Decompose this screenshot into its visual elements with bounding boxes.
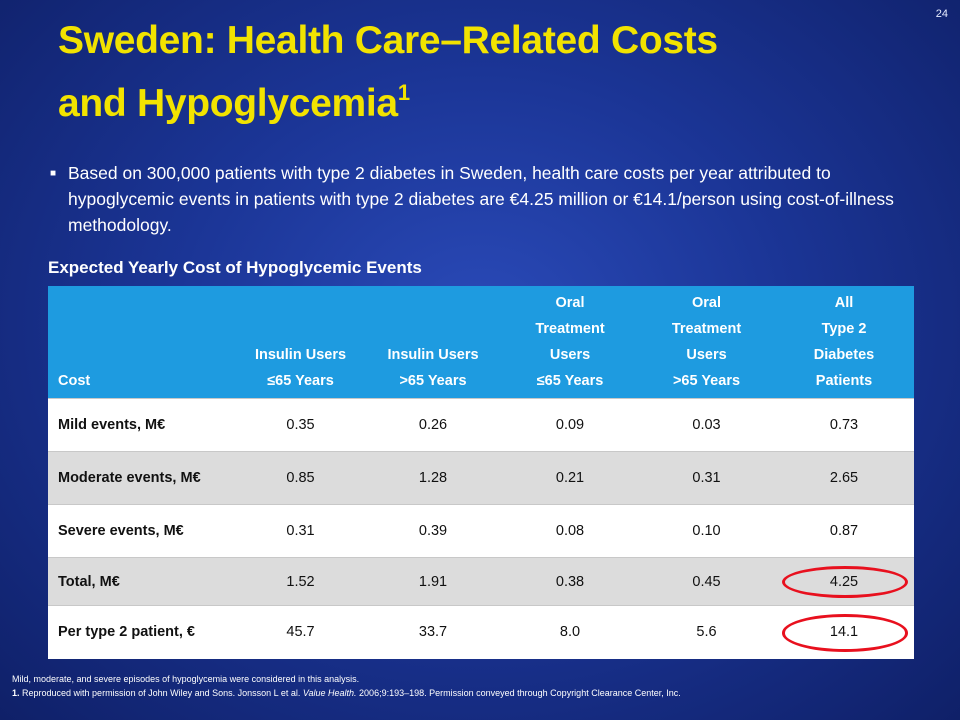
table-cell: 2.65 [774, 452, 914, 505]
table-cell: 45.7 [236, 606, 365, 659]
table-cell: 33.7 [365, 606, 501, 659]
table-cell: 0.26 [365, 399, 501, 452]
table-row-mild [48, 399, 914, 452]
table-cell: 0.45 [639, 558, 774, 606]
table-cell: 0.85 [236, 452, 365, 505]
table-cell: 1.28 [365, 452, 501, 505]
header-oral-under-65: Oral Treatment Users ≤65 Years [501, 286, 639, 399]
table-cell: 0.09 [501, 399, 639, 452]
title-reference-superscript: 1 [397, 80, 410, 105]
reference-journal: Value Health. [302, 688, 357, 698]
header-cost: Cost [48, 286, 236, 399]
header-insulin-over-65: Insulin Users >65 Years [365, 286, 501, 399]
table-cell: 0.31 [639, 452, 774, 505]
table-cell: 0.73 [774, 399, 914, 452]
reference-text-2: 2006;9:193–198. Permission conveyed through Copyright Clearance Center, Inc. [356, 688, 681, 698]
reference-number: 1. [12, 688, 20, 698]
row-label: Total, M€ [48, 558, 236, 606]
highlighted-cell-per-patient [774, 606, 914, 659]
table-header-row [48, 286, 914, 399]
title-line-2: and Hypoglycemia [58, 82, 398, 125]
table-cell: 0.35 [236, 399, 365, 452]
table-cell: 0.03 [639, 399, 774, 452]
highlighted-cell-total [774, 558, 914, 606]
square-bullet-icon: ■ [50, 168, 57, 179]
table-cell: 0.39 [365, 505, 501, 558]
row-label: Moderate events, M€ [48, 452, 236, 505]
row-label: Mild events, M€ [48, 399, 236, 452]
table-row-per-patient [48, 606, 914, 659]
bullet-text: Based on 300,000 patients with type 2 diabetes in Sweden, health care costs per year attributed to hypoglycemic events in patients with type 2 diabetes are €4.25 million or €14.1/person using cost-of-illness methodology. [68, 163, 894, 235]
cost-table-container [48, 286, 914, 652]
table-cell: 0.08 [501, 505, 639, 558]
header-oral-over-65: Oral Treatment Users >65 Years [639, 286, 774, 399]
slide-title [58, 14, 878, 131]
header-insulin-under-65: Insulin Users ≤65 Years [236, 286, 365, 399]
row-label: Severe events, M€ [48, 505, 236, 558]
table-cell: 0.21 [501, 452, 639, 505]
slide-number: 24 [935, 8, 948, 20]
table-cell: 5.6 [639, 606, 774, 659]
table-row-moderate [48, 452, 914, 505]
footnotes [12, 672, 942, 700]
footnote-reference [12, 686, 942, 700]
footnote-note: Mild, moderate, and severe episodes of hypoglycemia were considered in this analysis. [12, 674, 360, 684]
table-row-total [48, 558, 914, 606]
table-cell: 0.87 [774, 505, 914, 558]
reference-text-1: Reproduced with permission of John Wiley and Sons. Jonsson L et al. [19, 688, 303, 698]
table-cell: 0.38 [501, 558, 639, 606]
title-line-1: Sweden: Health Care–Related Costs [58, 19, 718, 62]
row-label: Per type 2 patient, € [48, 606, 236, 659]
cost-table [48, 286, 914, 659]
table-cell-value: 4.25 [829, 573, 859, 590]
header-all-patients: All Type 2 Diabetes Patients [774, 286, 914, 399]
table-cell: 0.31 [236, 505, 365, 558]
table-caption: Expected Yearly Cost of Hypoglycemic Events [48, 258, 422, 277]
table-cell-value: 14.1 [829, 624, 859, 641]
table-cell: 1.52 [236, 558, 365, 606]
table-cell: 1.91 [365, 558, 501, 606]
bullet-point [50, 160, 920, 238]
table-cell: 0.10 [639, 505, 774, 558]
table-cell: 8.0 [501, 606, 639, 659]
table-row-severe [48, 505, 914, 558]
